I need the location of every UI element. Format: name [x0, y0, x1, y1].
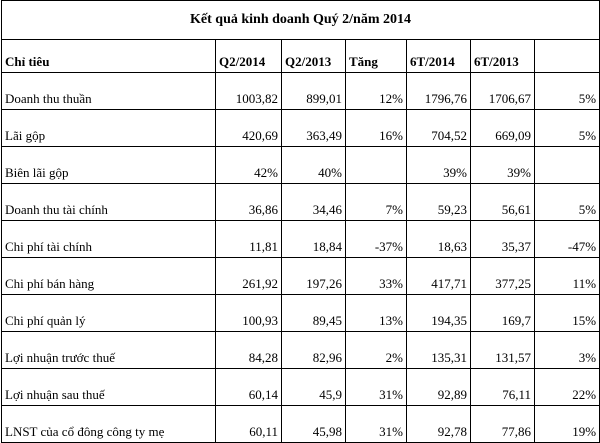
cell-change-half: 19% — [535, 406, 600, 443]
cell-6t-2014: 59,23 — [407, 184, 471, 221]
cell-change-half: 5% — [535, 110, 600, 147]
cell-6t-2014: 135,31 — [407, 332, 471, 369]
row-label: Doanh thu thuần — [2, 73, 216, 110]
cell-6t-2013: 77,86 — [471, 406, 535, 443]
cell-6t-2014: 1796,76 — [407, 73, 471, 110]
cell-6t-2014: 39% — [407, 147, 471, 184]
cell-6t-2014: 704,52 — [407, 110, 471, 147]
cell-change: 16% — [346, 110, 407, 147]
cell-change-half: 5% — [535, 184, 600, 221]
financial-results-table — [1, 0, 600, 443]
table-header-row — [2, 40, 600, 73]
cell-change: 12% — [346, 73, 407, 110]
table-row — [2, 73, 600, 110]
cell-6t-2014: 92,89 — [407, 369, 471, 406]
cell-change-half: 15% — [535, 295, 600, 332]
cell-change-half: 3% — [535, 332, 600, 369]
cell-q2-2014: 1003,82 — [216, 73, 282, 110]
cell-6t-2014: 18,63 — [407, 221, 471, 258]
cell-q2-2013: 40% — [282, 147, 346, 184]
cell-6t-2014: 417,71 — [407, 258, 471, 295]
row-label: Lợi nhuận sau thuế — [2, 369, 216, 406]
row-label: LNST của cổ đông công ty mẹ — [2, 406, 216, 443]
cell-change: -37% — [346, 221, 407, 258]
cell-q2-2013: 363,49 — [282, 110, 346, 147]
cell-change — [346, 147, 407, 184]
cell-6t-2013: 669,09 — [471, 110, 535, 147]
cell-6t-2013: 169,7 — [471, 295, 535, 332]
row-label: Biên lãi gộp — [2, 147, 216, 184]
table-row — [2, 258, 600, 295]
cell-q2-2013: 89,45 — [282, 295, 346, 332]
cell-q2-2013: 18,84 — [282, 221, 346, 258]
header-change: Tăng — [346, 40, 407, 73]
table-row — [2, 110, 600, 147]
cell-q2-2013: 34,46 — [282, 184, 346, 221]
table-row — [2, 295, 600, 332]
cell-q2-2014: 36,86 — [216, 184, 282, 221]
table-row — [2, 406, 600, 443]
cell-q2-2013: 45,98 — [282, 406, 346, 443]
table-row — [2, 221, 600, 258]
cell-q2-2014: 420,69 — [216, 110, 282, 147]
table-row — [2, 369, 600, 406]
cell-q2-2014: 261,92 — [216, 258, 282, 295]
cell-6t-2013: 76,11 — [471, 369, 535, 406]
header-change-half — [535, 40, 600, 73]
header-6t-2014: 6T/2014 — [407, 40, 471, 73]
table-row — [2, 147, 600, 184]
cell-change: 7% — [346, 184, 407, 221]
cell-6t-2014: 194,35 — [407, 295, 471, 332]
row-label: Lợi nhuận trước thuế — [2, 332, 216, 369]
cell-change: 31% — [346, 369, 407, 406]
table-title: Kết quả kinh doanh Quý 2/năm 2014 — [2, 1, 600, 40]
cell-q2-2014: 42% — [216, 147, 282, 184]
cell-6t-2013: 35,37 — [471, 221, 535, 258]
table-title-row — [2, 1, 600, 40]
cell-q2-2013: 899,01 — [282, 73, 346, 110]
cell-change: 13% — [346, 295, 407, 332]
cell-change-half: 11% — [535, 258, 600, 295]
row-label: Doanh thu tài chính — [2, 184, 216, 221]
cell-q2-2014: 60,14 — [216, 369, 282, 406]
cell-change: 2% — [346, 332, 407, 369]
cell-6t-2013: 56,61 — [471, 184, 535, 221]
cell-q2-2014: 11,81 — [216, 221, 282, 258]
cell-6t-2013: 131,57 — [471, 332, 535, 369]
header-6t-2013: 6T/2013 — [471, 40, 535, 73]
cell-6t-2013: 1706,67 — [471, 73, 535, 110]
cell-6t-2014: 92,78 — [407, 406, 471, 443]
header-q2-2013: Q2/2013 — [282, 40, 346, 73]
row-label: Chi phí bán hàng — [2, 258, 216, 295]
cell-change-half: -47% — [535, 221, 600, 258]
row-label: Chi phí quản lý — [2, 295, 216, 332]
cell-change-half: 22% — [535, 369, 600, 406]
cell-change-half — [535, 147, 600, 184]
header-q2-2014: Q2/2014 — [216, 40, 282, 73]
cell-6t-2013: 377,25 — [471, 258, 535, 295]
cell-6t-2013: 39% — [471, 147, 535, 184]
row-label: Chi phí tài chính — [2, 221, 216, 258]
cell-q2-2014: 60,11 — [216, 406, 282, 443]
cell-q2-2014: 84,28 — [216, 332, 282, 369]
cell-change-half: 5% — [535, 73, 600, 110]
table-row — [2, 332, 600, 369]
table-row — [2, 184, 600, 221]
cell-change: 31% — [346, 406, 407, 443]
cell-q2-2013: 197,26 — [282, 258, 346, 295]
cell-change: 33% — [346, 258, 407, 295]
header-indicator: Chỉ tiêu — [2, 40, 216, 73]
cell-q2-2013: 45,9 — [282, 369, 346, 406]
row-label: Lãi gộp — [2, 110, 216, 147]
cell-q2-2013: 82,96 — [282, 332, 346, 369]
cell-q2-2014: 100,93 — [216, 295, 282, 332]
